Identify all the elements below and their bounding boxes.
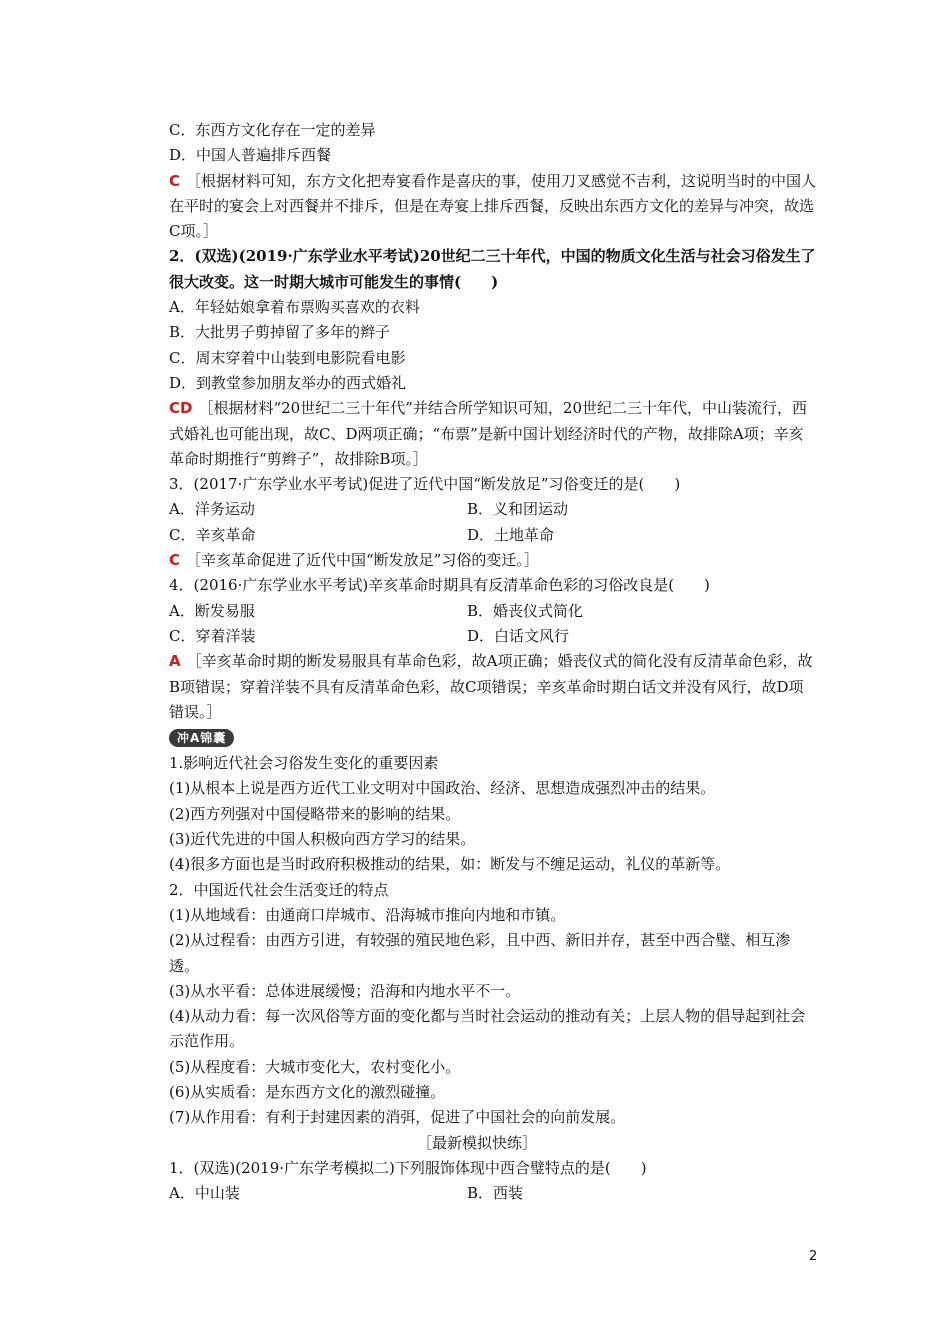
answer-letter: CD xyxy=(169,399,193,418)
explanation-text: ［辛亥革命时期的断发易服具有革命色彩，故A项正确；婚丧仪式的简化没有反清革命色彩，故B项错误；穿着洋装不具有反清革命色彩，故C项错误；辛亥革命时期白话文并没有风行，故D项错误。］ xyxy=(169,652,813,721)
q3-option-c: C．辛亥革命 xyxy=(169,525,256,544)
tips-item: (6)从实质看：是东西方文化的激烈碰撞。 xyxy=(169,1082,446,1101)
q3-option-a: A．洋务运动 xyxy=(169,500,255,519)
q3-option-b: B．义和团运动 xyxy=(467,500,569,519)
answer-letter: A xyxy=(169,652,181,671)
tips-item: (1)从根本上说是西方近代工业文明对中国政治、经济、思想造成强烈冲击的结果。 xyxy=(169,779,716,798)
tips-item: (5)从程度看：大城市变化大，农村变化小。 xyxy=(169,1057,461,1076)
q3-option-d: D．土地革命 xyxy=(467,525,555,544)
q3-options-row-1 xyxy=(137,497,817,522)
tips-item: (2)西方列强对中国侵略带来的影响的结果。 xyxy=(169,804,461,823)
tips-item: (2)从过程看：由西方引进，有较强的殖民地色彩，且中西、新旧并存，甚至中西合璧、相互渗透。 xyxy=(169,931,791,975)
page-number: 2 xyxy=(809,1249,818,1264)
section-title: ［最新模拟快练］ xyxy=(416,1133,537,1152)
q2-option-a: A．年轻姑娘拿着布票购买喜欢的衣料 xyxy=(169,298,420,317)
option-d: D．中国人普遍排斥西餐 xyxy=(169,146,332,165)
tips-item: (1)从地域看：由通商口岸城市、沿海城市推向内地和市镇。 xyxy=(169,905,566,924)
q4-answer-explanation xyxy=(137,649,817,725)
q4-options-row-2 xyxy=(137,624,817,649)
q4-option-c: C．穿着洋装 xyxy=(169,626,256,645)
question-4-stem: 4．(2016·广东学业水平考试)辛亥革命时期具有反清革命色彩的习俗改良是( ) xyxy=(169,576,710,595)
practice-question-1-stem: 1．(双选)(2019·广东学考模拟二)下列服饰体现中西合璧特点的是( ) xyxy=(169,1158,647,1177)
tips-item: (7)从作用看：有利于封建因素的消弭，促进了中国社会的向前发展。 xyxy=(169,1108,626,1127)
answer-explanation xyxy=(137,169,817,245)
tips-item: (4)很多方面也是当时政府积极推动的结果，如：断发与不缠足运动，礼仪的革新等。 xyxy=(169,855,731,874)
q2-option-c: C．周末穿着中山装到电影院看电影 xyxy=(169,348,406,367)
q4-option-b: B．婚丧仪式简化 xyxy=(467,601,584,620)
tips-badge-wrapper xyxy=(137,725,817,751)
answer-letter: C xyxy=(169,171,181,190)
q2-answer-explanation xyxy=(137,396,817,472)
q2-option-b: B．大批男子剪掉留了多年的辫子 xyxy=(169,323,391,342)
option-c: C．东西方文化存在一定的差异 xyxy=(169,121,376,139)
tips-item: (3)近代先进的中国人积极向西方学习的结果。 xyxy=(169,830,476,849)
tips-item: (4)从动力看：每一次风俗等方面的变化都与当时社会运动的推动有关；上层人物的倡导起到社会示范作用。 xyxy=(169,1007,806,1051)
q4-option-a: A．断发易服 xyxy=(169,601,255,620)
explanation-text: ［根据材料“20世纪二三十年代”并结合所学知识可知，20世纪二三十年代，中山装流行，西式婚礼也可能出现，故C、D两项正确；“布票”是新中国计划经济时代的产物，故排除A项；辛亥革命时期推行“剪辫子”，故排除B项。］ xyxy=(169,399,807,468)
document-page xyxy=(137,118,817,1206)
q2-option-d: D．到教堂参加朋友举办的西式婚礼 xyxy=(169,373,407,392)
explanation-text: ［辛亥革命促进了近代中国“断发放足”习俗的变迁。］ xyxy=(186,551,539,570)
tips-heading-2: 2．中国近代社会生活变迁的特点 xyxy=(169,880,389,899)
q4-options-row-1 xyxy=(137,599,817,624)
tips-badge: 冲A锦囊 xyxy=(169,729,234,747)
q3-options-row-2 xyxy=(137,523,817,548)
explanation-text: ［根据材料可知，东方文化把寿宴看作是喜庆的事，使用刀叉感觉不吉利，这说明当时的中国人在平时的宴会上对西餐并不排斥，但是在寿宴上排斥西餐，反映出东西方文化的差异与冲突，故选C项。］ xyxy=(169,171,817,241)
answer-letter: C xyxy=(169,551,181,570)
q4-option-d: D．白话文风行 xyxy=(467,626,570,645)
question-2-stem: 2．(双选)(2019·广东学业水平考试)20世纪二三十年代，中国的物质文化生活与社会习俗发生了很大改变。这一时期大城市可能发生的事情( ) xyxy=(169,247,816,291)
tips-heading-1: 1.影响近代社会习俗发生变化的重要因素 xyxy=(169,754,439,773)
practice-q1-options-row xyxy=(137,1181,817,1206)
q3-answer-explanation xyxy=(137,548,817,573)
practice-q1-option-b: B．西装 xyxy=(467,1184,524,1203)
question-3-stem: 3．(2017·广东学业水平考试)促进了近代中国“断发放足”习俗变迁的是( ) xyxy=(169,475,681,494)
tips-item: (3)从水平看：总体进展缓慢；沿海和内地水平不一。 xyxy=(169,981,521,1000)
practice-q1-option-a: A．中山装 xyxy=(169,1184,240,1203)
